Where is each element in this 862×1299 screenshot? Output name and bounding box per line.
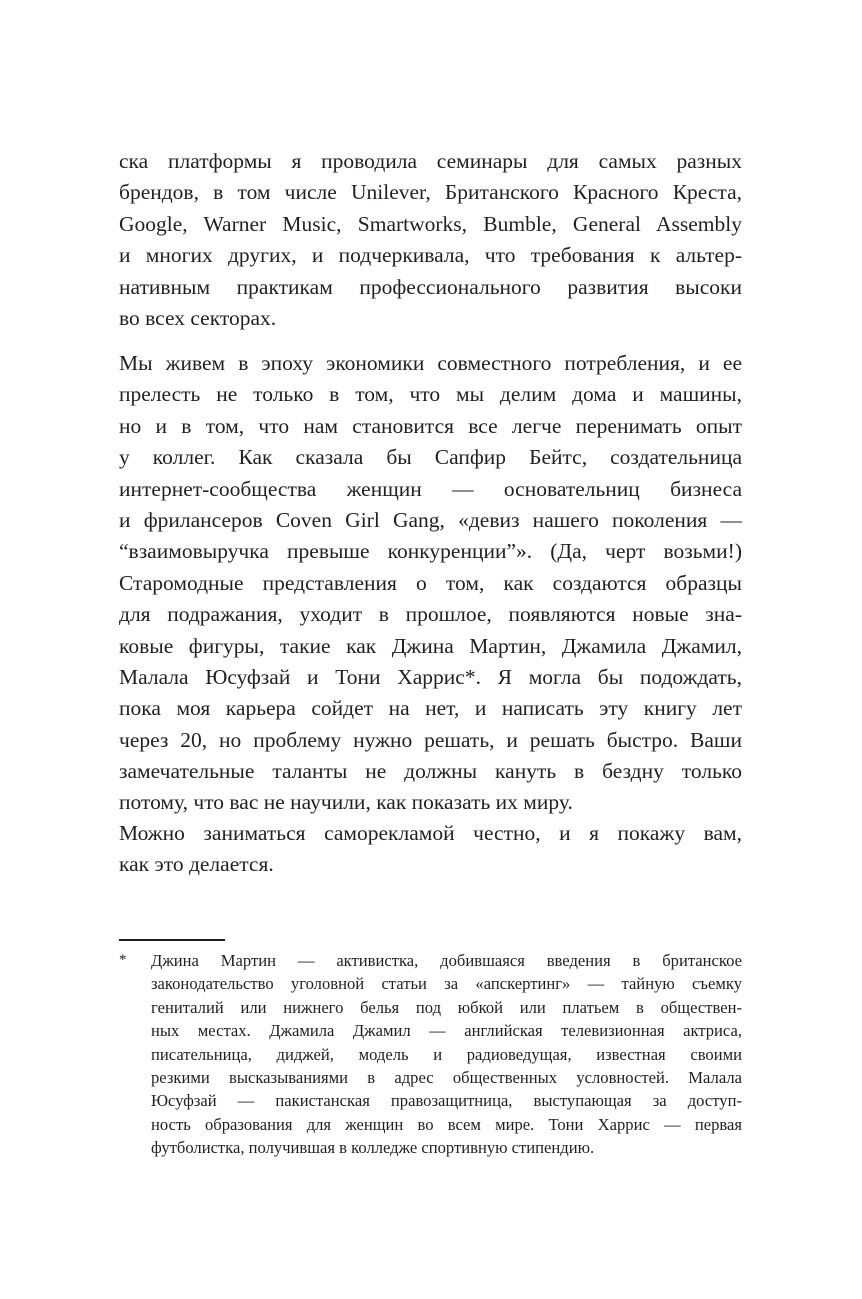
footnote-mark: * (119, 952, 127, 968)
text-line: законодательство уголовной статьи за «апскертинг» — тайную съемку (151, 974, 742, 994)
text-line: и фрилансеров Coven Girl Gang, «девиз нашего поколения — (119, 507, 742, 532)
paragraph-2 (119, 348, 742, 819)
text-line: писательница, диджей, модель и радиоведущая, известная своими (151, 1044, 742, 1064)
footnote-text (151, 949, 742, 1160)
text-line: брендов, в том числе Unilever, Британского Красного Креста, (119, 180, 742, 205)
text-line: гениталий или нижнего белья под юбкой или платьем в обществен- (151, 997, 742, 1017)
text-line: интернет-сообщества женщин — основательниц бизнеса (119, 476, 742, 501)
text-line: для подражания, уходит в прошлое, появляются новые зна- (119, 602, 742, 627)
text-line: Старомодные представления о том, как создаются образцы (119, 570, 742, 595)
text-line: резкими высказываниями в адрес общественных условностей. Малала (151, 1067, 742, 1087)
text-line: замечательные таланты не должны кануть в бездну только (119, 759, 742, 784)
text-line: Можно заниматься саморекламой честно, и я покажу вам, (119, 821, 742, 845)
text-line: Юсуфзай — пакистанская правозащитница, выступающая за доступ- (151, 1091, 742, 1111)
text-line: у коллег. Как сказала бы Сапфир Бейтс, создательница (119, 445, 742, 470)
text-line: и многих других, и подчеркивала, что требования к альтер- (119, 243, 742, 268)
footnote-divider (119, 939, 225, 941)
text-line: “взаимовыручка превыше конкуренции”». (Да, черт возьми!) (119, 539, 742, 564)
text-line: футболистка, получившая в колледже спортивную стипендию. (151, 1138, 595, 1158)
text-line: пока моя карьера сойдет на нет, и написать эту книгу лет (119, 696, 742, 721)
text-line: нативным практикам профессионального развития высоки (119, 274, 742, 299)
text-line: Мы живем в эпоху экономики совместного потребления, и ее (119, 351, 742, 375)
text-line: Малала Юсуфзай и Тони Харрис*. Я могла бы подождать, (119, 664, 742, 689)
text-line: ных местах. Джамила Джамил — английская телевизионная актриса, (151, 1021, 742, 1041)
text-line: прелесть не только в том, что мы делим дома и машины, (119, 382, 742, 407)
text-line: потому, что вас не научили, как показать их миру. (119, 790, 573, 815)
text-line: ска платформы я проводила семинары для самых разных (119, 149, 742, 173)
footnote (119, 949, 742, 1160)
text-line: как это делается. (119, 852, 274, 877)
text-line: через 20, но проблему нужно решать, и решать быстро. Ваши (119, 727, 742, 752)
paragraph-3 (119, 818, 742, 881)
text-line: ность образования для женщин во всем мире. Тони Харрис — первая (151, 1114, 742, 1134)
text-line: ковые фигуры, такие как Джина Мартин, Джамила Джамил, (119, 633, 742, 658)
text-line: Google, Warner Music, Smartworks, Bumble, General Assembly (119, 211, 742, 236)
text-line: во всех секторах. (119, 305, 277, 330)
text-line: Джина Мартин — активистка, добившаяся введения в британское (151, 951, 742, 970)
text-line: но и в том, что нам становится все легче перенимать опыт (119, 413, 742, 438)
paragraph-1 (119, 146, 742, 334)
